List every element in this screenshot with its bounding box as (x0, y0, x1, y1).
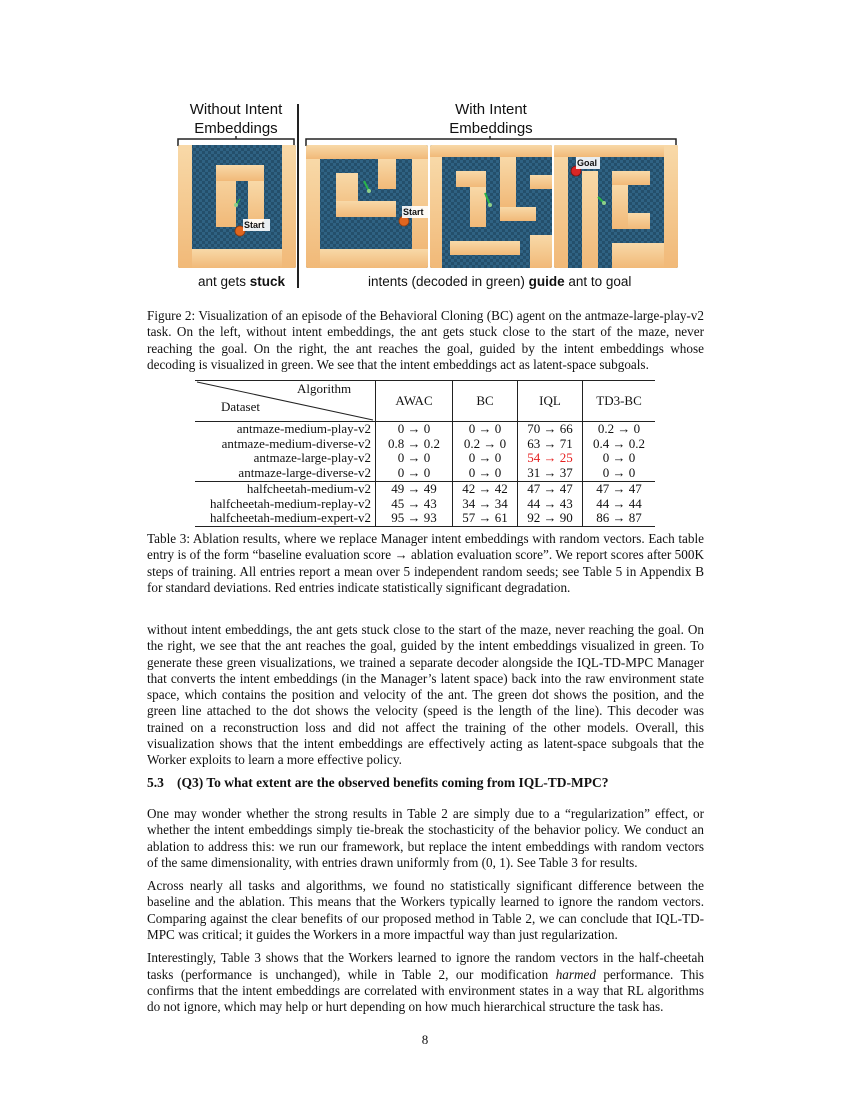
score-cell: 0.2 → 0 (453, 437, 518, 452)
col-header-td3bc: TD3-BC (583, 381, 656, 422)
score-cell: 0 → 0 (453, 451, 518, 466)
ablation-table (195, 380, 655, 527)
table-row (195, 497, 655, 512)
score-cell: 42 → 42 (453, 481, 518, 496)
col-header-awac: AWAC (376, 381, 453, 422)
start-label: Start (244, 220, 265, 230)
dataset-cell: halfcheetah-medium-v2 (195, 481, 376, 496)
table-caption: Table 3: Ablation results, where we replace Manager intent embeddings with random vectors. Each table entry is of the form “baseline evaluation score → ablation evaluation score”. We report scores after 500K steps of training. All entries report a mean over 5 independent random seeds; see Table 5 in Appendix B for standard deviations. Red entries indicate statistically significant degradation. (147, 531, 704, 596)
score-cell: 92 → 90 (518, 511, 583, 526)
section-number: 5.3 (147, 775, 164, 790)
score-cell: 44 → 43 (518, 497, 583, 512)
score-cell: 63 → 71 (518, 437, 583, 452)
right-panel-title: With Intent Embeddings (449, 101, 533, 137)
table-row (195, 437, 655, 452)
score-cell: 70 → 66 (518, 422, 583, 437)
maze-without-intent (178, 145, 296, 268)
score-cell: 45 → 43 (376, 497, 453, 512)
panel-divider (297, 104, 299, 288)
maze-with-intent-3 (554, 145, 678, 268)
algorithm-header: Algorithm (297, 381, 352, 396)
score-cell: 0 → 0 (583, 451, 656, 466)
dataset-cell: antmaze-medium-play-v2 (195, 422, 376, 437)
body-paragraph-1: without intent embeddings, the ant gets stuck close to the start of the maze, never reaching the goal. On the right, we see that the ant reaches the goal, guided by the intent embeddings visualized in green. To generate these green visualizations, we trained a separate decoder alongside the IQL-TD-MPC Manager that converts the intent embeddings (in the Manager’s latent space) back into the raw environment state space, which contains the position and velocity of the ant. The green dot shows the position, and the green line attached to the dot shows the velocity (speed is the length of the line). This decoder was trained on a reconstruction loss and did not affect the training of the other models. Overall, this visualization shows that the intent embeddings are effectively acting as latent-space subgoals that the Worker exploits to learn a more effective policy. (147, 622, 704, 768)
score-cell: 0 → 0 (583, 466, 656, 481)
dataset-cell: antmaze-large-diverse-v2 (238, 465, 371, 481)
score-cell: 0 → 0 (376, 451, 453, 466)
dataset-cell: halfcheetah-medium-expert-v2 (195, 511, 376, 526)
table-row (195, 511, 655, 526)
section-heading (147, 775, 608, 791)
goal-label: Goal (577, 158, 598, 168)
score-cell: 0 → 0 (376, 422, 453, 437)
start-label-2: Start (403, 207, 424, 217)
dataset-cell: antmaze-large-play-v2 (253, 450, 371, 466)
col-header-iql: IQL (518, 381, 583, 422)
score-cell: 57 → 61 (453, 511, 518, 526)
right-panel-caption: intents (decoded in green) guide ant to goal (368, 274, 632, 289)
section-title: (Q3) To what extent are the observed benefits coming from IQL-TD-MPC? (177, 775, 609, 790)
table-row (195, 481, 655, 496)
table-row (195, 422, 655, 437)
table-row (195, 451, 655, 466)
score-cell: 47 → 47 (583, 481, 656, 496)
score-cell: 0 → 0 (453, 466, 518, 481)
maze-with-intent-2 (430, 145, 552, 268)
figure-caption: Figure 2: Visualization of an episode of the Behavioral Cloning (BC) agent on the antmaze-large-play-v2 task. On the left, without intent embeddings, the ant gets stuck close to the start of the maze, never reaching the goal. On the right, the ant reaches the goal, guided by the intent embeddings whose decoding is visualized in green. We see that the intent embeddings act as latent-space subgoals. (147, 308, 704, 373)
left-panel-caption: ant gets stuck (198, 274, 286, 289)
score-cell: 54 → 25 (518, 451, 583, 466)
body-paragraph-3: Across nearly all tasks and algorithms, we found no statistically significant difference between the baseline and the ablation. This means that the Workers typically learned to ignore the random vectors. Comparing against the clear benefits of our proposed method in Table 2, we can conclude that IQL-TD-MPC was critical; it guides the Workers in a more impactful way than just regularization. (147, 878, 704, 943)
left-panel-title: Without Intent Embeddings (189, 101, 283, 137)
score-cell: 47 → 47 (518, 481, 583, 496)
score-cell: 95 → 93 (376, 511, 453, 526)
col-header-bc: BC (453, 381, 518, 422)
score-cell: 0 → 0 (453, 422, 518, 437)
page-number: 8 (421, 1032, 429, 1047)
score-cell: 0.4 → 0.2 (583, 437, 656, 452)
score-cell: 34 → 34 (453, 497, 518, 512)
table-row (195, 466, 655, 481)
table-corner-header (195, 381, 376, 422)
body-paragraph-2: One may wonder whether the strong results in Table 2 are simply due to a “regularization” effect, or whether the intent embeddings simply tie-break the stochasticity of the behavior policy. We conduct an ablation to address this: we run our framework, but replace the intent embeddings with random vectors of the same dimensionality, with entries drawn uniformly from (0, 1). See Table 3 for results. (147, 806, 704, 870)
score-cell: 49 → 49 (376, 481, 453, 496)
body-paragraph-4: Interestingly, Table 3 shows that the Workers learned to ignore the random vectors in the half-cheetah tasks (performance is unchanged), while in Table 2, our modification harmed performance. This confirms that the intent embeddings are correlated with environment states in a way that RL algorithms do not ignore, which may help or hurt depending on how much hierarchical structure the task has. (147, 950, 704, 1015)
score-cell: 44 → 44 (583, 497, 656, 512)
body-text-lower (147, 806, 704, 1023)
table-body (195, 422, 655, 527)
score-cell: 0 → 0 (376, 466, 453, 481)
score-cell: 0.8 → 0.2 (376, 437, 453, 452)
dataset-cell: antmaze-medium-diverse-v2 (221, 435, 371, 451)
maze-with-intent-1 (306, 145, 428, 268)
dataset-header: Dataset (221, 399, 260, 414)
figure-2 (176, 98, 686, 294)
dataset-cell: halfcheetah-medium-replay-v2 (210, 495, 371, 511)
score-cell: 31 → 37 (518, 466, 583, 481)
score-cell: 86 → 87 (583, 511, 656, 526)
score-cell: 0.2 → 0 (583, 422, 656, 437)
